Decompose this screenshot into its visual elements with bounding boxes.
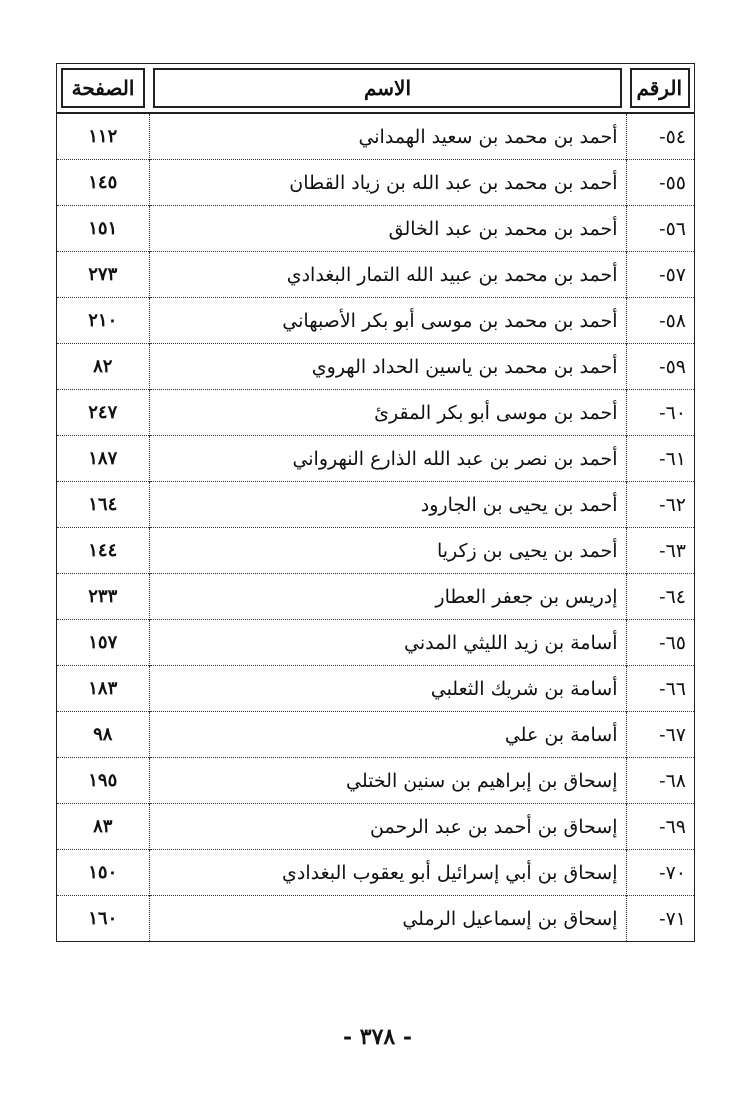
table-row bbox=[57, 390, 694, 436]
row-page: ٢٣٣ bbox=[57, 574, 149, 620]
header-number-label: الرقم bbox=[636, 76, 682, 100]
table-row bbox=[57, 574, 694, 620]
index-table bbox=[57, 64, 694, 941]
row-name: أسامة بن علي bbox=[149, 712, 626, 758]
row-number: ٥٥- bbox=[626, 160, 694, 206]
row-page: ١٤٥ bbox=[57, 160, 149, 206]
row-number: ٥٦- bbox=[626, 206, 694, 252]
row-name: أحمد بن محمد بن ياسين الحداد الهروي bbox=[149, 344, 626, 390]
header-row bbox=[57, 64, 694, 113]
table-row bbox=[57, 804, 694, 850]
header-name-box bbox=[153, 68, 622, 108]
row-name: إسحاق بن أبي إسرائيل أبو يعقوب البغدادي bbox=[149, 850, 626, 896]
row-number: ٧٠- bbox=[626, 850, 694, 896]
row-number: ٦٢- bbox=[626, 482, 694, 528]
row-number: ٦٨- bbox=[626, 758, 694, 804]
row-page: ١١٢ bbox=[57, 113, 149, 160]
row-name: أحمد بن محمد بن عبيد الله التمار البغدادي bbox=[149, 252, 626, 298]
table-row bbox=[57, 344, 694, 390]
row-page: ١٥١ bbox=[57, 206, 149, 252]
table-body bbox=[57, 113, 694, 941]
row-number: ٦٧- bbox=[626, 712, 694, 758]
table-row bbox=[57, 620, 694, 666]
row-page: ١٨٧ bbox=[57, 436, 149, 482]
row-page: ٨٣ bbox=[57, 804, 149, 850]
row-number: ٦٣- bbox=[626, 528, 694, 574]
table-row bbox=[57, 896, 694, 942]
table-row bbox=[57, 160, 694, 206]
row-page: ٩٨ bbox=[57, 712, 149, 758]
row-number: ٦١- bbox=[626, 436, 694, 482]
header-number-box bbox=[630, 68, 690, 108]
row-name: أحمد بن نصر بن عبد الله الذارع النهرواني bbox=[149, 436, 626, 482]
row-name: أحمد بن يحيى بن زكريا bbox=[149, 528, 626, 574]
row-name: إسحاق بن إبراهيم بن سنين الختلي bbox=[149, 758, 626, 804]
table-row bbox=[57, 113, 694, 160]
header-page-label: الصفحة bbox=[71, 76, 135, 100]
row-name: أحمد بن محمد بن سعيد الهمداني bbox=[149, 113, 626, 160]
row-number: ٥٤- bbox=[626, 113, 694, 160]
row-number: ٦٥- bbox=[626, 620, 694, 666]
row-name: أحمد بن محمد بن عبد الخالق bbox=[149, 206, 626, 252]
row-number: ٦٦- bbox=[626, 666, 694, 712]
row-page: ١٨٣ bbox=[57, 666, 149, 712]
table-header bbox=[57, 64, 694, 113]
row-name: أسامة بن زيد الليثي المدني bbox=[149, 620, 626, 666]
row-name: إسحاق بن أحمد بن عبد الرحمن bbox=[149, 804, 626, 850]
header-name-cell bbox=[149, 64, 626, 113]
table-row bbox=[57, 758, 694, 804]
row-number: ٧١- bbox=[626, 896, 694, 942]
header-number-cell bbox=[626, 64, 694, 113]
row-page: ١٤٤ bbox=[57, 528, 149, 574]
table-row bbox=[57, 298, 694, 344]
table-row bbox=[57, 666, 694, 712]
row-name: إسحاق بن إسماعيل الرملي bbox=[149, 896, 626, 942]
row-page: ١٦٠ bbox=[57, 896, 149, 942]
table-row bbox=[57, 252, 694, 298]
header-page-cell bbox=[57, 64, 149, 113]
row-page: ٨٢ bbox=[57, 344, 149, 390]
row-page: ١٦٤ bbox=[57, 482, 149, 528]
row-name: أحمد بن موسى أبو بكر المقرئ bbox=[149, 390, 626, 436]
row-number: ٥٨- bbox=[626, 298, 694, 344]
row-number: ٦٤- bbox=[626, 574, 694, 620]
table-row bbox=[57, 712, 694, 758]
index-table-frame bbox=[56, 63, 695, 942]
row-number: ٦٠- bbox=[626, 390, 694, 436]
row-name: أحمد بن محمد بن موسى أبو بكر الأصبهاني bbox=[149, 298, 626, 344]
row-page: ١٥٧ bbox=[57, 620, 149, 666]
table-row bbox=[57, 436, 694, 482]
row-page: ١٩٥ bbox=[57, 758, 149, 804]
header-page-box bbox=[61, 68, 145, 108]
header-name-label: الاسم bbox=[363, 76, 412, 100]
row-name: إدريس بن جعفر العطار bbox=[149, 574, 626, 620]
page-number: - ٣٧٨ - bbox=[342, 1024, 413, 1050]
row-page: ٢٤٧ bbox=[57, 390, 149, 436]
row-number: ٥٧- bbox=[626, 252, 694, 298]
table-row bbox=[57, 528, 694, 574]
row-name: أحمد بن محمد بن عبد الله بن زياد القطان bbox=[149, 160, 626, 206]
row-number: ٦٩- bbox=[626, 804, 694, 850]
row-page: ٢٧٣ bbox=[57, 252, 149, 298]
table-row bbox=[57, 482, 694, 528]
row-page: ٢١٠ bbox=[57, 298, 149, 344]
table-row bbox=[57, 206, 694, 252]
row-name: أحمد بن يحيى بن الجارود bbox=[149, 482, 626, 528]
row-name: أسامة بن شريك الثعلبي bbox=[149, 666, 626, 712]
row-number: ٥٩- bbox=[626, 344, 694, 390]
table-row bbox=[57, 850, 694, 896]
row-page: ١٥٠ bbox=[57, 850, 149, 896]
